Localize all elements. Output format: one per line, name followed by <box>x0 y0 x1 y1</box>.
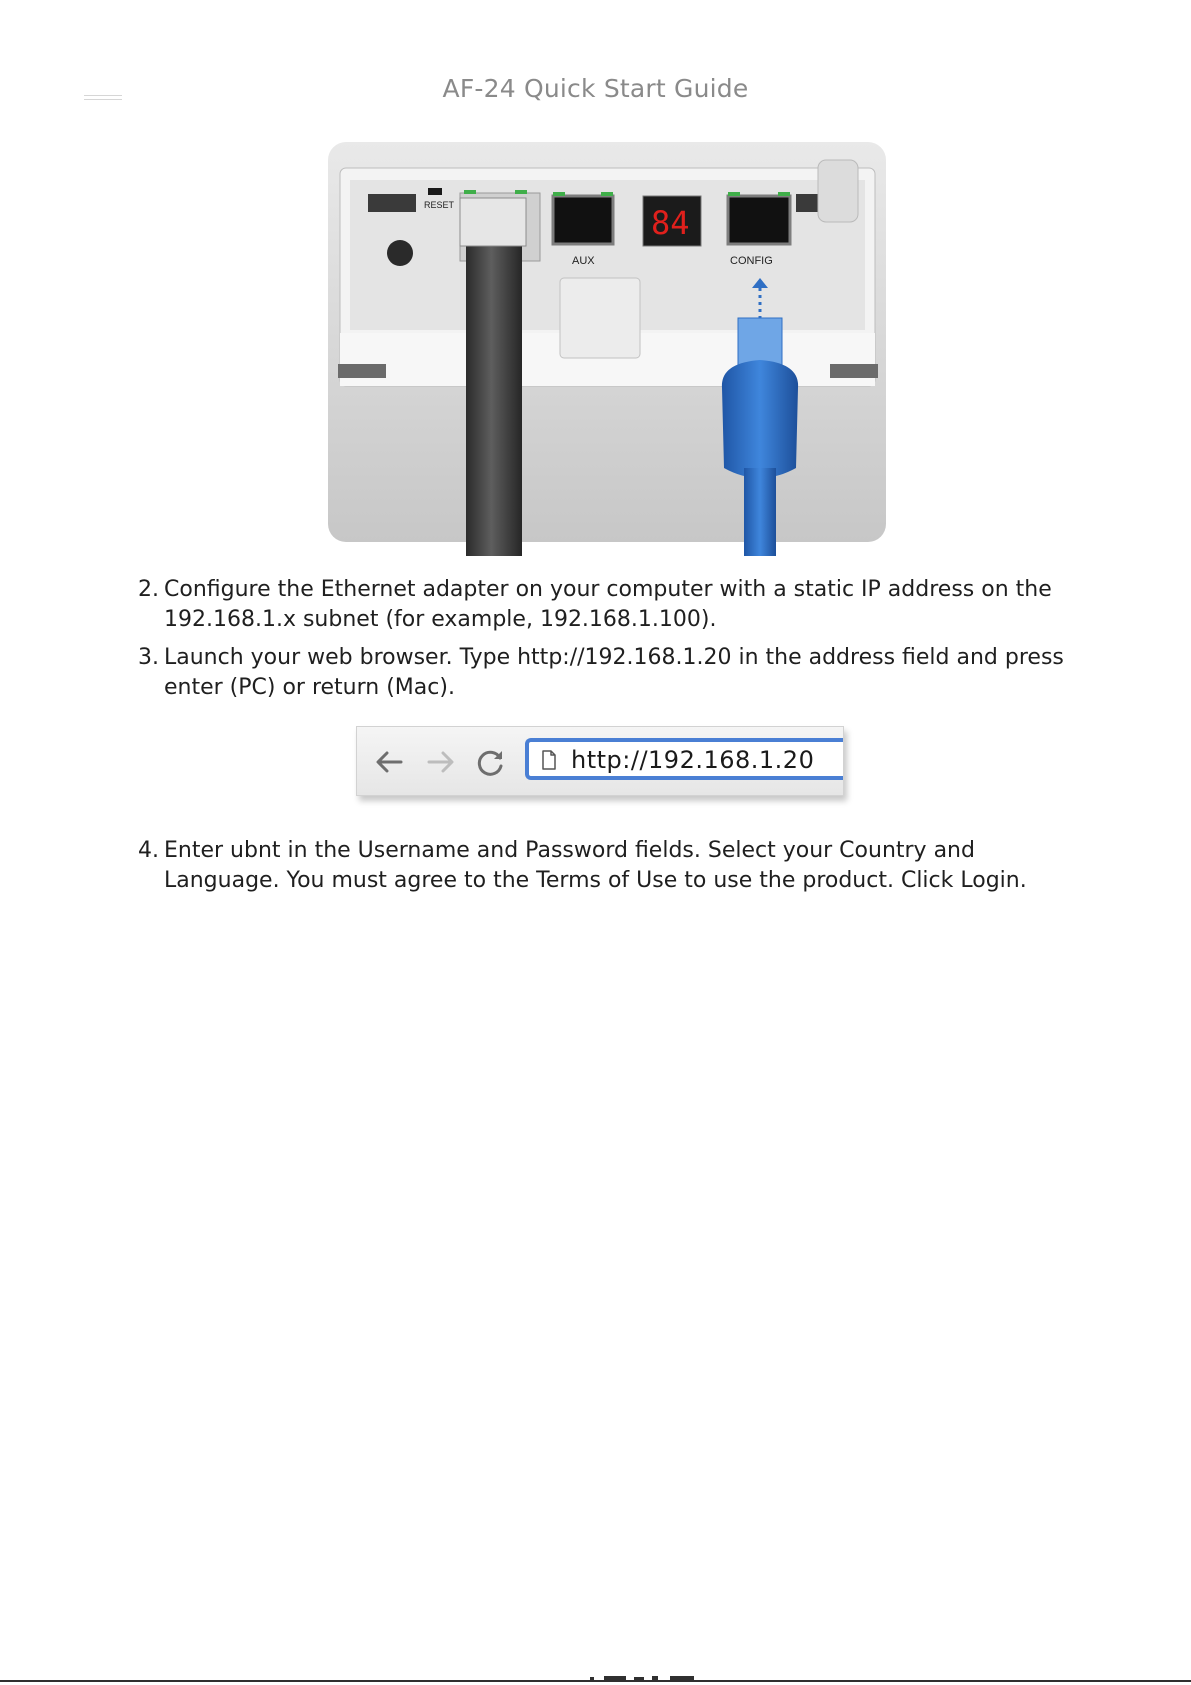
config-led-left <box>728 192 740 196</box>
list-item <box>138 575 1078 635</box>
page-title: AF-24 Quick Start Guide <box>442 74 749 103</box>
latch-tab <box>818 160 858 222</box>
browser-toolbar-illustration <box>356 726 844 796</box>
step-number: 4. <box>138 838 159 863</box>
aux-led-right <box>601 192 613 196</box>
aux-label: AUX <box>572 255 595 267</box>
gray-cable <box>466 233 522 556</box>
steps-list-a <box>138 575 1078 703</box>
reset-label: RESET <box>424 200 455 210</box>
main-port-led-left <box>464 190 476 194</box>
led-indicator-dark <box>387 240 413 266</box>
step-text: Enter ubnt in the Username and Password fields. Select your Country and Language. You must agree to the Terms of Use to use the product. Click Login. <box>164 838 1027 893</box>
page-icon <box>541 750 557 770</box>
side-block-left <box>368 194 416 212</box>
config-label: CONFIG <box>730 255 773 267</box>
step-text: Configure the Ethernet adapter on your computer with a static IP address on the 192.168.1.x subnet (for example, 192.168.1.100). <box>164 577 1052 632</box>
step-text: Launch your web browser. Type http://192.168.1.20 in the address field and press enter (PC) or return (Mac). <box>164 645 1064 700</box>
device-ports-illustration <box>320 138 895 556</box>
main-port-led-right <box>515 190 527 194</box>
blue-plug-boot <box>722 360 798 478</box>
address-text: http://192.168.1.20 <box>571 746 815 774</box>
aux-port <box>553 196 613 244</box>
blue-cable <box>744 468 776 556</box>
panel-foot-left <box>338 364 386 378</box>
page-marker <box>84 95 122 103</box>
back-arrow-icon <box>373 747 405 777</box>
gray-cable-plug <box>460 198 526 246</box>
list-item <box>138 836 1078 896</box>
aux-led-left <box>553 192 565 196</box>
step-number: 2. <box>138 577 159 602</box>
forward-arrow-icon <box>425 747 457 777</box>
steps-list-b <box>138 836 1078 896</box>
config-led-right <box>778 192 790 196</box>
step-number: 3. <box>138 645 159 670</box>
segment-display-value: 84 <box>651 204 690 242</box>
config-port <box>728 196 790 244</box>
reset-hole <box>428 188 442 195</box>
address-field <box>525 738 843 780</box>
panel-foot-right <box>830 364 878 378</box>
list-item <box>138 643 1078 703</box>
footer-marks <box>590 1676 710 1681</box>
reload-icon <box>475 747 507 777</box>
port-guide <box>560 278 640 358</box>
